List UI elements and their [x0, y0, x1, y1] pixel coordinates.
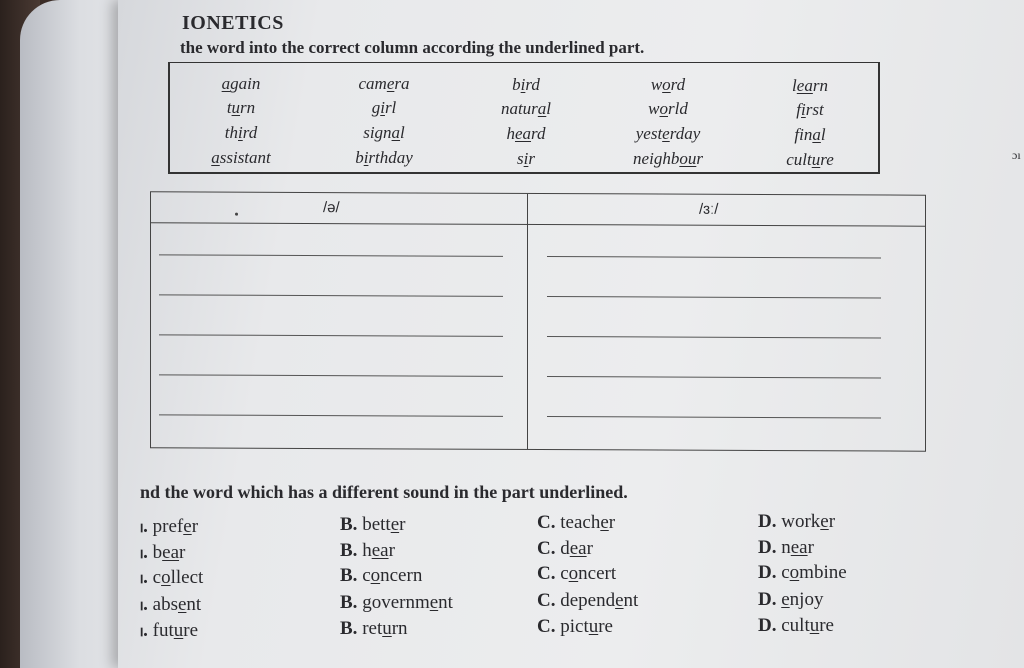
- option-letter: B.: [340, 513, 363, 535]
- answer-option[interactable]: C. concert: [537, 563, 617, 584]
- underlined-part: ea: [569, 538, 587, 559]
- underlined-part: i: [801, 99, 806, 119]
- answer-option[interactable]: D. worker: [758, 510, 836, 532]
- underlined-part: u: [173, 620, 184, 641]
- option-letter: C.: [537, 616, 561, 637]
- option-letter: ₗ.: [140, 594, 153, 615]
- answer-option[interactable]: B. return: [340, 617, 408, 639]
- word-bank-word: natural: [500, 98, 552, 118]
- underlined-part: a: [812, 124, 821, 144]
- answer-line[interactable]: [547, 416, 881, 418]
- underlined-part: o: [659, 99, 668, 119]
- underlined-part: a: [221, 74, 231, 93]
- underlined-part: e: [820, 510, 829, 532]
- word-bank-word: final: [794, 124, 826, 144]
- answer-line[interactable]: [159, 374, 503, 377]
- answer-line[interactable]: [547, 376, 881, 378]
- option-letter: D.: [758, 588, 782, 610]
- underlined-part: e: [615, 590, 624, 611]
- column-header-schwa: /ə/: [323, 199, 340, 217]
- underlined-part: o: [161, 567, 171, 588]
- sorting-table: [150, 191, 926, 451]
- word-bank-word: third: [224, 123, 258, 142]
- word-bank-word: signal: [363, 123, 405, 143]
- answer-option[interactable]: C. picture: [537, 616, 613, 637]
- answer-line[interactable]: [547, 296, 881, 298]
- header-divider: [151, 222, 925, 226]
- answer-option[interactable]: ₗ. prefer: [140, 516, 199, 537]
- option-letter: B.: [340, 564, 363, 586]
- underlined-part: i: [363, 148, 369, 168]
- word-bank-word: birthday: [355, 148, 413, 168]
- underlined-part: ea: [514, 123, 532, 143]
- word-bank-word: turn: [226, 98, 256, 117]
- answer-option[interactable]: C. dependent: [537, 590, 639, 611]
- answer-option[interactable]: C. teacher: [537, 512, 616, 533]
- underlined-part: o: [568, 563, 579, 584]
- underlined-part: i: [520, 74, 526, 94]
- option-letter: B.: [340, 617, 363, 639]
- underlined-part: u: [811, 149, 821, 169]
- underlined-part: e: [390, 513, 400, 535]
- option-letter: D.: [758, 614, 782, 636]
- answer-line[interactable]: [547, 336, 881, 338]
- option-letter: C.: [537, 538, 561, 559]
- option-letter: B.: [340, 591, 363, 613]
- underlined-part: i: [238, 123, 243, 142]
- answer-option[interactable]: ₗ. collect: [140, 567, 204, 588]
- answer-option[interactable]: ₗ. bear: [140, 542, 186, 563]
- underlined-part: e: [183, 516, 192, 537]
- answer-option[interactable]: D. enjoy: [758, 588, 824, 610]
- answer-option[interactable]: B. concern: [340, 564, 423, 586]
- underlined-part: ou: [679, 149, 697, 169]
- option-letter: D.: [758, 510, 782, 532]
- underlined-part: o: [789, 561, 800, 583]
- answer-line[interactable]: [159, 334, 503, 337]
- answer-option[interactable]: ₗ. future: [140, 620, 199, 641]
- answer-line[interactable]: [547, 256, 881, 258]
- underlined-part: u: [382, 617, 392, 639]
- answer-line[interactable]: [159, 254, 503, 257]
- underlined-part: e: [781, 588, 790, 610]
- word-bank-word: bird: [512, 74, 540, 94]
- word-bank-word: girl: [371, 98, 397, 118]
- underlined-part: a: [211, 148, 220, 167]
- underlined-part: o: [370, 564, 381, 586]
- instruction-text: the word into the correct column according the underlined part.: [180, 38, 645, 57]
- column-divider: [527, 194, 528, 449]
- underlined-part: ea: [162, 542, 180, 563]
- underlined-part: ea: [371, 539, 389, 561]
- answer-option[interactable]: D. near: [758, 536, 814, 558]
- word-bank-word: heard: [506, 123, 546, 143]
- option-letter: C.: [537, 512, 561, 533]
- underlined-part: i: [523, 148, 529, 168]
- stray-dot: [235, 213, 238, 216]
- section-title: IONETICS: [182, 12, 284, 34]
- answer-option[interactable]: C. dear: [537, 538, 593, 559]
- option-letter: C.: [537, 563, 561, 584]
- option-letter: ₗ.: [140, 620, 153, 641]
- underlined-part: ea: [790, 536, 808, 558]
- underlined-part: o: [662, 75, 671, 95]
- option-letter: ₗ.: [140, 542, 153, 563]
- answer-option[interactable]: B. government: [340, 591, 453, 613]
- option-letter: C.: [537, 590, 561, 611]
- answer-option[interactable]: ₗ. absent: [140, 594, 202, 615]
- page-edge-mark: ɔı: [1012, 148, 1021, 162]
- word-bank-word: neighbour: [633, 149, 703, 169]
- option-letter: ₗ.: [140, 516, 153, 537]
- underlined-part: u: [809, 614, 820, 636]
- answer-line[interactable]: [159, 294, 503, 297]
- word-bank-word: culture: [786, 149, 834, 169]
- word-bank-word: assistant: [211, 148, 271, 167]
- option-letter: D.: [758, 536, 782, 558]
- exercise-title: nd the word which has a different sound in the part underlined.: [140, 482, 628, 502]
- underlined-part: u: [231, 98, 241, 117]
- word-bank-word: word: [650, 75, 686, 95]
- word-bank-word: sir: [517, 148, 535, 168]
- word-bank-word: again: [221, 74, 261, 93]
- word-bank-word: world: [648, 99, 688, 119]
- answer-option[interactable]: B. hear: [340, 539, 395, 561]
- word-bank-word: first: [796, 99, 824, 119]
- word-bank-word: learn: [792, 75, 828, 95]
- option-letter: ₗ.: [140, 567, 153, 588]
- underlined-part: u: [588, 616, 599, 637]
- underlined-part: e: [600, 512, 609, 533]
- option-letter: D.: [758, 561, 782, 583]
- answer-option[interactable]: B. better: [340, 513, 406, 535]
- answer-option[interactable]: D. combine: [758, 561, 847, 583]
- underlined-part: e: [177, 594, 187, 615]
- underlined-part: ea: [796, 75, 813, 95]
- answer-option[interactable]: D. culture: [758, 614, 834, 636]
- underlined-part: e: [429, 591, 439, 613]
- answer-line[interactable]: [159, 414, 503, 417]
- word-bank-word: camera: [358, 74, 410, 94]
- underlined-part: i: [380, 98, 385, 118]
- word-bank-word: yesterday: [635, 124, 701, 144]
- underlined-part: e: [662, 124, 670, 144]
- column-header-er: /ɜː/: [699, 200, 719, 218]
- underlined-part: e: [386, 74, 395, 94]
- underlined-part: a: [391, 123, 401, 143]
- option-letter: B.: [340, 539, 363, 561]
- underlined-part: a: [537, 98, 547, 118]
